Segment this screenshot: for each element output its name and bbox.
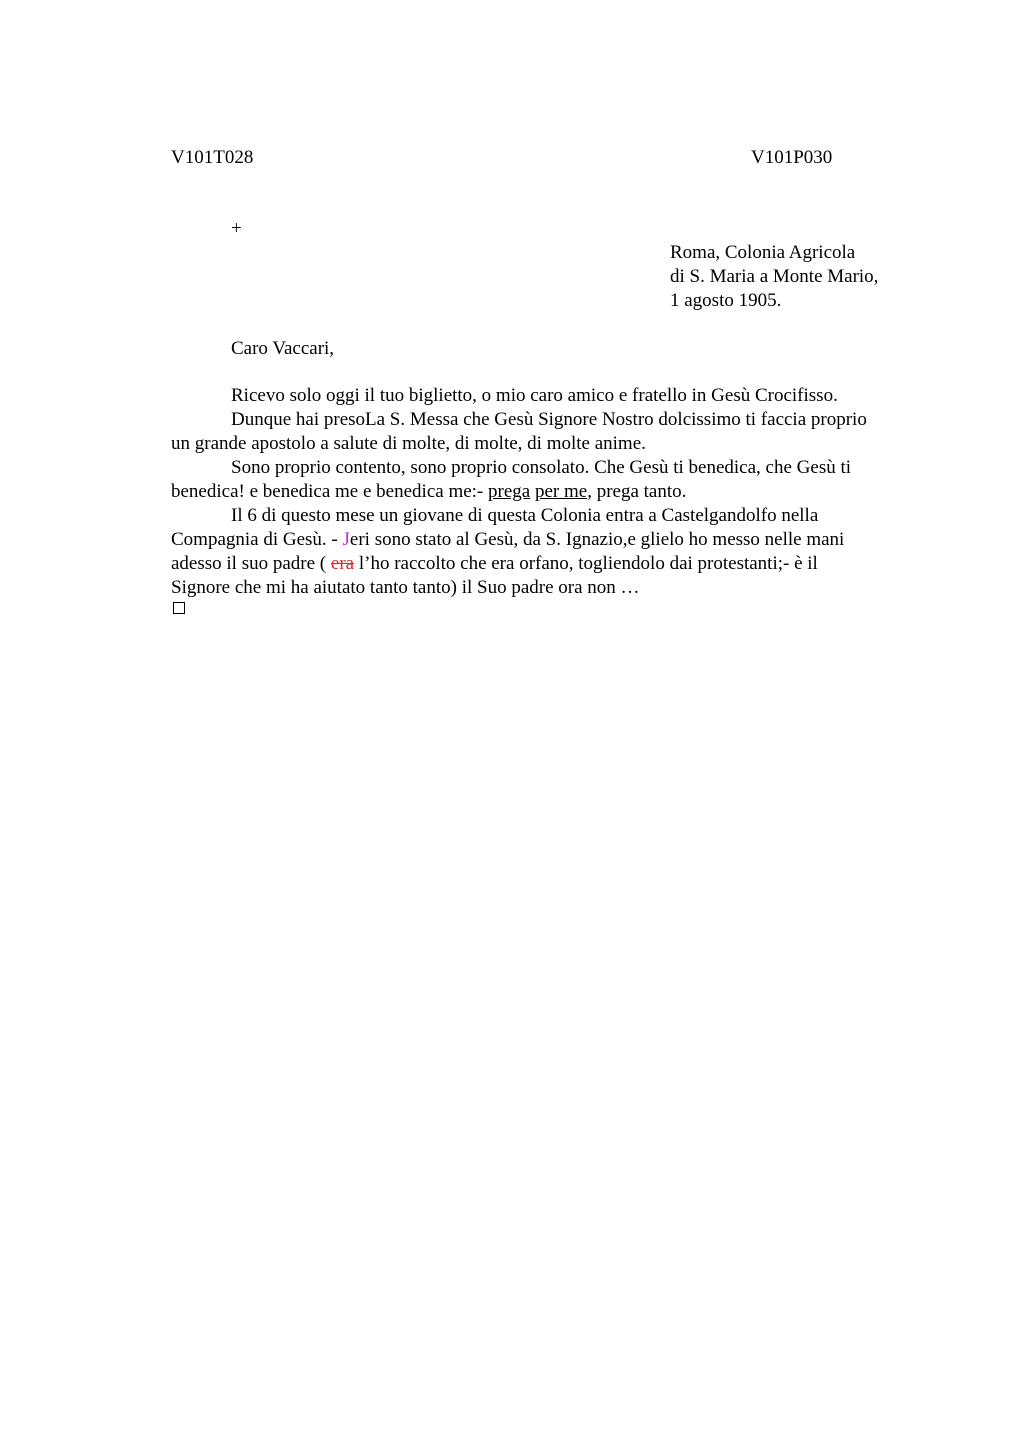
document-code-right: V101P030 bbox=[751, 147, 833, 168]
paragraph-3-text-b: , prega tanto. bbox=[587, 481, 687, 502]
underlined-per-me: per me bbox=[534, 481, 588, 502]
paragraph-2 bbox=[171, 408, 931, 432]
paragraph-4-text-b: eri sono stato al Gesù, da S. Ignazio,e glielo ho messo nelle mani bbox=[349, 529, 845, 550]
place-line-2: di S. Maria a Monte Mario, bbox=[670, 266, 879, 287]
paragraph-4-line-2 bbox=[171, 528, 931, 552]
paragraph-3-line-1: Sono proprio contento, sono proprio consolato. Che Gesù ti benedica, che Gesù ti bbox=[231, 457, 852, 478]
paragraph-1-text: Ricevo solo oggi il tuo biglietto, o mio caro amico e fratello in Gesù Crocifisso. bbox=[231, 385, 838, 406]
paragraph-3-line-2 bbox=[171, 480, 931, 504]
cross-symbol: + bbox=[231, 218, 242, 239]
end-box-symbol bbox=[173, 602, 185, 614]
place-date-block bbox=[670, 241, 878, 313]
document-code-left: V101T028 bbox=[171, 147, 254, 168]
paragraph-4-line-1: Il 6 di questo mese un giovane di questa Colonia entra a Castelgandolfo nella bbox=[231, 505, 819, 526]
deleted-word: era bbox=[330, 553, 355, 574]
paragraph-2-line-1: Dunque hai presoLa S. Messa che Gesù Signore Nostro dolcissimo ti faccia proprio bbox=[231, 409, 867, 430]
paragraph-2-line-2: un grande apostolo a salute di molte, di molte, di molte anime. bbox=[171, 433, 646, 454]
inserted-letter: J bbox=[342, 529, 350, 550]
paragraph-3-text-a: benedica! e benedica me e benedica me:- bbox=[171, 481, 489, 502]
salutation: Caro Vaccari, bbox=[231, 338, 335, 359]
paragraph-4-line-3 bbox=[171, 552, 931, 576]
date-line: 1 agosto 1905. bbox=[670, 290, 782, 311]
paragraph-4-text-c: adesso il suo padre ( bbox=[171, 553, 331, 574]
paragraph-1 bbox=[171, 384, 931, 408]
paragraph-3 bbox=[171, 456, 931, 480]
paragraph-4-line-4: Signore che mi ha aiutato tanto tanto) il Suo padre ora non … bbox=[171, 577, 640, 598]
place-line-1: Roma, Colonia Agricola bbox=[670, 242, 856, 263]
letter-body bbox=[171, 384, 931, 600]
paragraph-4 bbox=[171, 504, 931, 528]
underlined-prega: prega bbox=[488, 481, 531, 502]
paragraph-4-text-a: Compagnia di Gesù. - bbox=[171, 529, 343, 550]
paragraph-4-text-d: l’ho raccolto che era orfano, togliendolo dai protestanti;- è il bbox=[354, 553, 818, 574]
